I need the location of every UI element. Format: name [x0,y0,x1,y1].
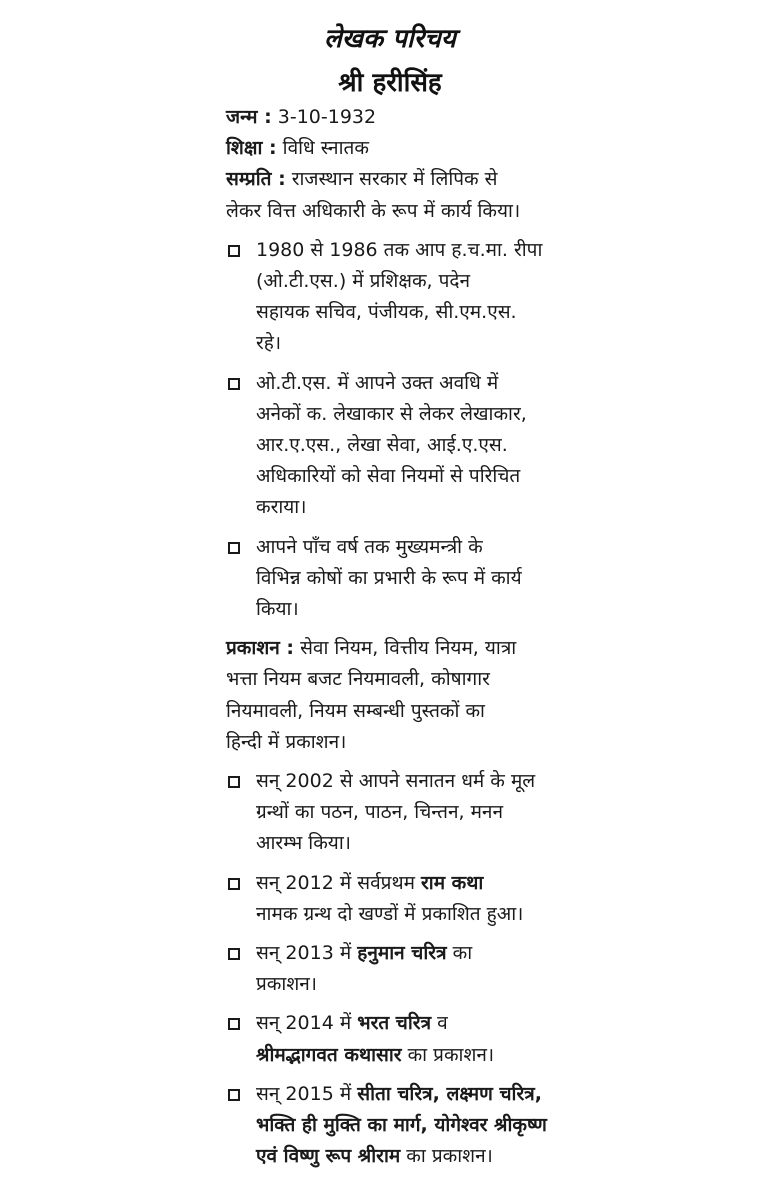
publication-line-4: हिन्दी में प्रकाशन। [226,730,347,753]
checkbox-icon [228,542,240,554]
book-title: सीता चरित्र, लक्ष्मण चरित्र, [357,1082,542,1105]
list-item-line: प्रकाशन। [256,973,317,996]
list-item-text: सन् 2015 में [256,1082,358,1105]
birth-label: जन्म : [226,106,272,128]
list-item-text: व [431,1012,448,1035]
list-item-line [256,1079,556,1110]
checkbox-icon [228,378,240,390]
list-item [226,235,556,360]
list-item-line: अनेकों क. लेखाकार से लेकर लेखाकार, [256,402,527,425]
list-item-line: सहायक सचिव, पंजीयक, सी.एम.एस. [256,301,517,324]
list-item-line: सन् 2002 से आपने सनातन धर्म के मूल [256,770,536,793]
publication-text-1: सेवा नियम, वित्तीय नियम, यात्रा [300,637,517,660]
book-title: भरत चरित्र [357,1012,432,1035]
birth-line [226,102,556,133]
current-position-line-2: लेकर वित्त अधिकारी के रूप में कार्य किया। [226,199,521,222]
birth-value: 3-10-1932 [277,106,377,128]
list-item-line [256,868,556,899]
list-item-2002 [226,766,556,860]
current-position-line-1 [226,164,556,195]
list-item-line: किया। [256,598,299,621]
list-item-line: कराया। [256,496,307,519]
book-title: भक्ति ही मुक्ति का मार्ग, योगेश्वर श्रीकृष्ण [256,1114,547,1137]
publication-label: प्रकाशन : [226,637,295,660]
list-item-line: ग्रन्थों का पठन, पाठन, चिन्तन, मनन [256,801,504,824]
publication-line-1 [226,633,556,664]
list-item-text: सन् 2013 में [256,942,358,965]
current-position-paragraph [226,164,556,226]
author-profile [226,102,556,1181]
list-item [226,532,556,626]
list-item-2014 [226,1008,556,1070]
list-item-text: का [446,942,473,965]
list-item-line: विभिन्न कोषों का प्रभारी के रूप में कार्य [256,566,522,589]
author-name: श्री हरीसिंह [338,68,442,98]
checkbox-icon [228,878,240,890]
list-item-line: (ओ.टी.एस.) में प्रशिक्षक, पदेन [256,270,471,293]
book-title: श्रीमद्भागवत कथासार [256,1043,402,1066]
list-item-text: का प्रकाशन। [400,1145,493,1168]
current-position-text-1: राजस्थान सरकार में लिपिक से [291,168,498,191]
education-line [226,133,556,164]
checkbox-icon [228,948,240,960]
list-item-line [256,938,556,969]
publication-paragraph [226,633,556,758]
education-label: शिक्षा : [226,137,277,160]
list-item-line: ओ.टी.एस. में आपने उक्त अवधि में [256,371,499,394]
publication-line-3: नियमावली, नियम सम्बन्धी पुस्तकों का [226,699,485,722]
checkbox-icon [228,1018,240,1030]
list-item-line: अधिकारियों को सेवा नियमों से परिचित [256,465,521,488]
list-item-line: नामक ग्रन्थ दो खण्डों में प्रकाशित हुआ। [256,902,524,925]
list-item-line: आरम्भ किया। [256,832,351,855]
list-item-2015 [226,1079,556,1173]
list-item-line: आर.ए.एस., लेखा सेवा, आई.ए.एस. [256,434,508,457]
list-item-line [256,1141,556,1172]
checkbox-icon [228,245,240,257]
list-item-line: आपने पाँच वर्ष तक मुख्यमन्त्री के [256,535,483,558]
list-item-line: 1980 से 1986 तक आप ह.च.मा. रीपा [256,238,543,261]
book-title: हनुमान चरित्र [357,942,447,965]
list-item-text: का प्रकाशन। [401,1043,495,1066]
checkbox-icon [228,776,240,788]
education-value: विधि स्नातक [282,137,369,160]
book-title: एवं विष्णु रूप श्रीराम [256,1145,401,1168]
list-item-2012 [226,868,556,930]
current-position-label: सम्प्रति : [226,168,286,191]
list-item-line: रहे। [256,332,282,355]
book-title: राम कथा [421,871,484,894]
list-item [226,368,556,524]
publication-line-2: भत्ता नियम बजट नियमावली, कोषागार [226,668,490,691]
list-item-text: सन् 2012 में सर्वप्रथम [256,871,421,894]
list-item-line [256,1040,556,1071]
checkbox-icon [228,1089,240,1101]
list-item-text: सन् 2014 में [256,1012,358,1035]
list-item-2013 [226,938,556,1000]
page-title: लेखक परिचय [324,24,456,54]
list-item-line [256,1008,556,1039]
